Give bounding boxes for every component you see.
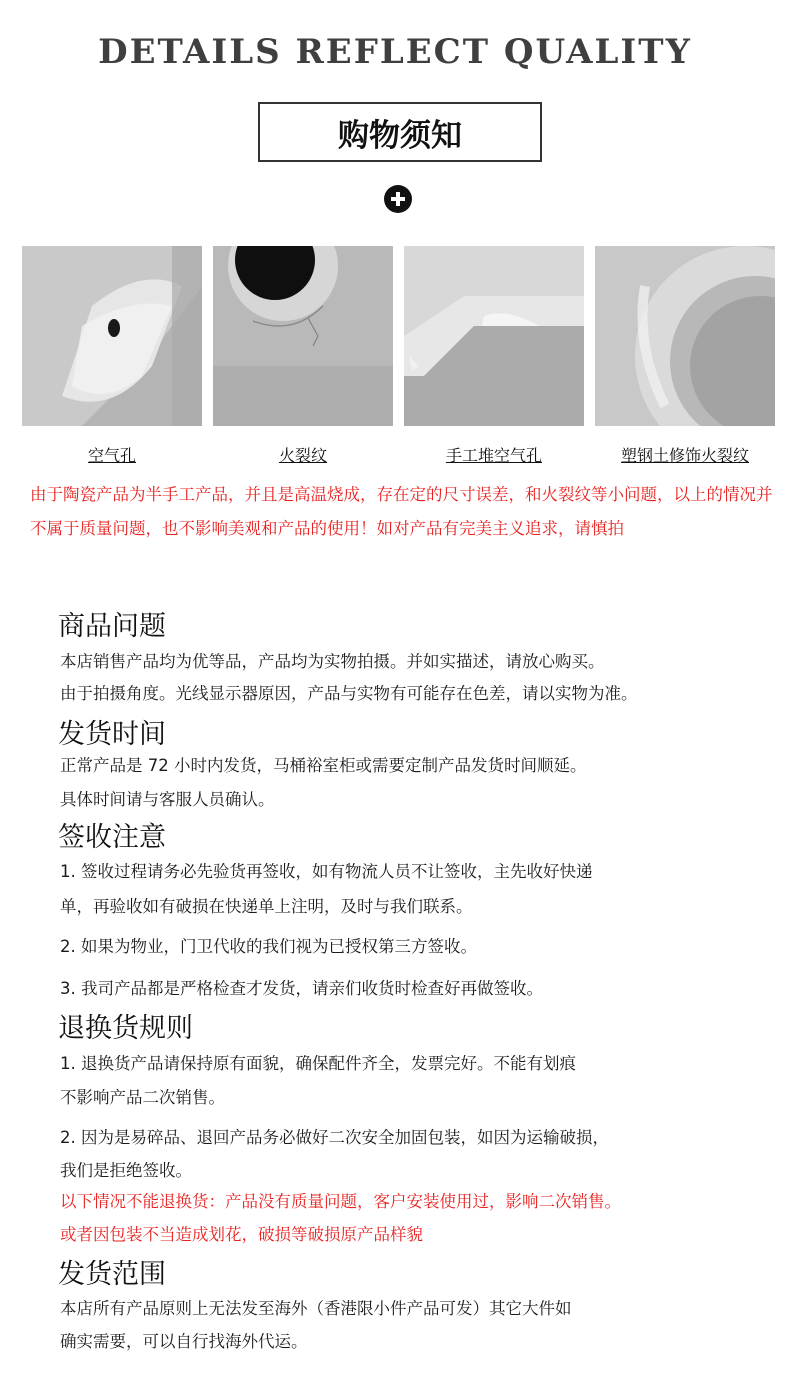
section-text: 正常产品是 72 小时内发货，马桶裕室柜或需要定制产品发货时间顺延。 xyxy=(60,756,587,775)
air-hole-photo xyxy=(22,246,202,426)
section-text: 确实需要，可以自行找海外代运。 xyxy=(60,1332,308,1351)
photo-caption: 塑钢土修饰火裂纹 xyxy=(620,446,749,465)
section-text: 1. 签收过程请务必先验货再签收，如有物流人员不让签收，主先收好快递 xyxy=(60,862,593,881)
photo-caption: 火裂纹 xyxy=(278,446,327,465)
page-title: 购物须知 xyxy=(258,102,542,162)
section-text: 2. 如果为物业，门卫代收的我们视为已授权第三方签收。 xyxy=(60,937,477,956)
repair-crack-photo xyxy=(595,246,775,426)
section-text: 单，再验收如有破损在快递单上注明，及时与我们联系。 xyxy=(60,897,473,916)
section-title-receipt: 签收注意 xyxy=(58,822,166,853)
handmade-air-hole-photo xyxy=(404,246,584,426)
section-text: 1. 退换货产品请保持原有面貌，确保配件齐全，发票完好。不能有划痕 xyxy=(60,1054,576,1073)
section-text: 2. 因为是易碎品、退回产品务必做好二次安全加固包装，如因为运输破损， xyxy=(60,1128,609,1147)
section-text: 本店所有产品原则上无法发至海外（香港限小件产品可发）其它大件如 xyxy=(60,1299,572,1318)
section-title-product: 商品问题 xyxy=(58,611,166,642)
section-title-shipping-range: 发货范围 xyxy=(58,1259,166,1290)
plus-icon xyxy=(384,185,412,213)
photo-caption: 空气孔 xyxy=(87,446,136,465)
section-text: 3. 我司产品都是严格检查才发货，请亲们收货时检查好再做签收。 xyxy=(60,979,543,998)
section-warning-text: 以下情况不能退换货：产品没有质量问题，客户安装使用过，影响二次销售。 xyxy=(60,1192,621,1211)
section-warning-text: 或者因包装不当造成划花，破损等破损原产品样貌 xyxy=(60,1225,423,1244)
section-text: 本店销售产品均为优等品，产品均为实物拍摄。并如实描述，请放心购买。 xyxy=(60,652,605,671)
ceramic-notice: 由于陶瓷产品为半手工产品，并且是高温烧成，存在定的尺寸误差，和火裂纹等小问题，以上的情况并不属于质量问题，也不影响美观和产品的使用！如对产品有完美主义追求，请慎拍 xyxy=(30,485,773,538)
section-title-shipping-time: 发货时间 xyxy=(58,719,166,750)
headline: DETAILS REFLECT QUALITY xyxy=(98,32,692,72)
photo-caption: 手工堆空气孔 xyxy=(445,446,542,465)
section-text: 具体时间请与客服人员确认。 xyxy=(60,790,275,809)
fire-crack-photo xyxy=(213,246,393,426)
section-text: 由于拍摄角度。光线显示器原因，产品与实物有可能存在色差，请以实物为准。 xyxy=(60,684,638,703)
section-text: 我们是拒绝签收。 xyxy=(60,1161,192,1180)
section-text: 不影响产品二次销售。 xyxy=(60,1088,225,1107)
section-title-returns: 退换货规则 xyxy=(58,1013,193,1044)
